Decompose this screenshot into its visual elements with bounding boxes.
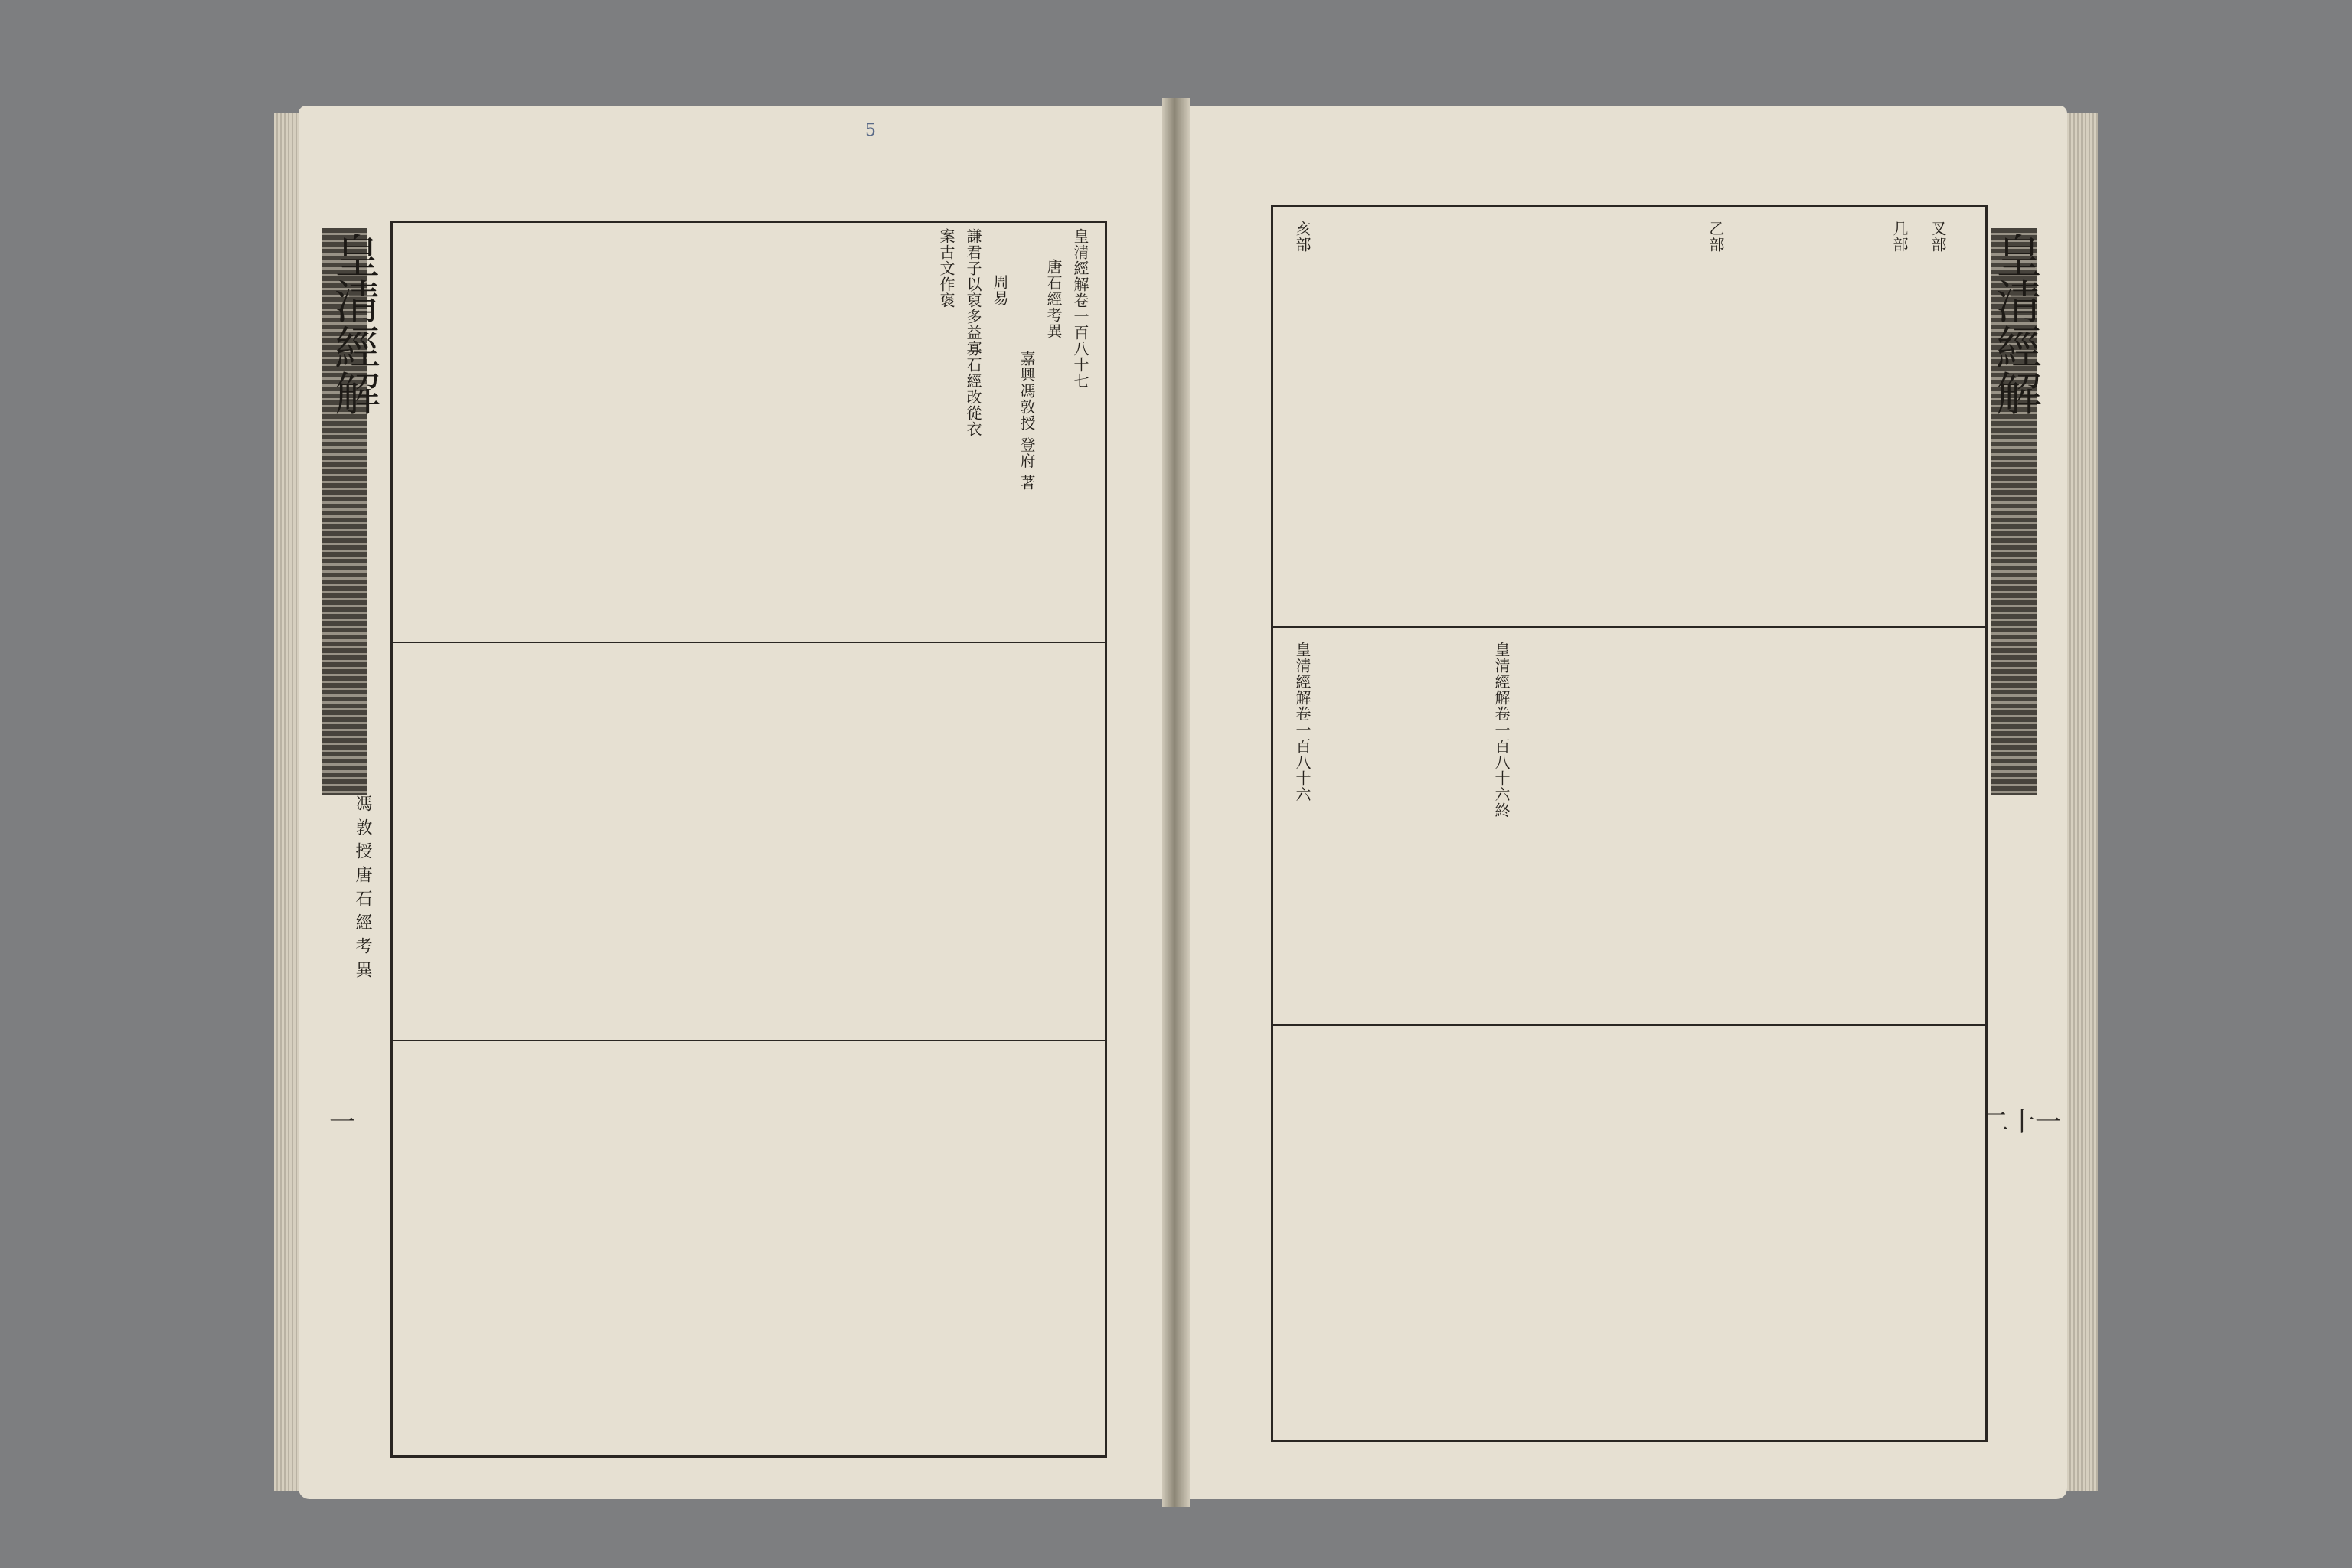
- right-header-text: 皇清經解卷一百八十六: [1293, 642, 1312, 802]
- left-register-divider-1: [390, 642, 1107, 643]
- left-col-3: 周易: [991, 274, 1009, 306]
- right-col-4: 亥部: [1293, 220, 1312, 253]
- book-gutter: [1162, 98, 1190, 1507]
- left-text-frame: [390, 220, 1107, 1458]
- left-header-text: 皇清經解卷一百八十七: [1071, 228, 1089, 389]
- left-register-divider-2: [390, 1040, 1107, 1041]
- right-col-3: 乙部: [1707, 220, 1725, 253]
- left-page: [299, 106, 1171, 1499]
- open-book: [299, 90, 2067, 1530]
- left-spine-author: 馮 敦 授 唐 石 經 考 異: [353, 795, 372, 978]
- right-spine-title: 皇清經解: [1988, 232, 2042, 416]
- pencil-mark: 5: [865, 121, 876, 140]
- right-text-frame: [1271, 205, 1988, 1442]
- right-register-divider-1: [1271, 626, 1988, 628]
- left-col-4: 謙君子以裒多益寡石經改從衣: [964, 228, 982, 437]
- left-col-1: 唐石經考異: [1044, 259, 1063, 339]
- left-col-2: 嘉興馮敦授 登府 著: [1018, 351, 1036, 491]
- right-col-1: 叉部: [1929, 220, 1947, 253]
- right-page: [1179, 106, 2067, 1499]
- right-register-divider-2: [1271, 1024, 1988, 1026]
- left-spine-title: 皇清經解: [327, 232, 381, 416]
- right-footer-text: 皇清經解卷一百八十六終: [1492, 642, 1511, 818]
- left-col-5: 案古文作褒: [937, 228, 956, 309]
- left-page-number: 一: [329, 1107, 355, 1138]
- right-page-number: 二十一: [1983, 1107, 2061, 1138]
- right-col-2: 几部: [1890, 220, 1909, 253]
